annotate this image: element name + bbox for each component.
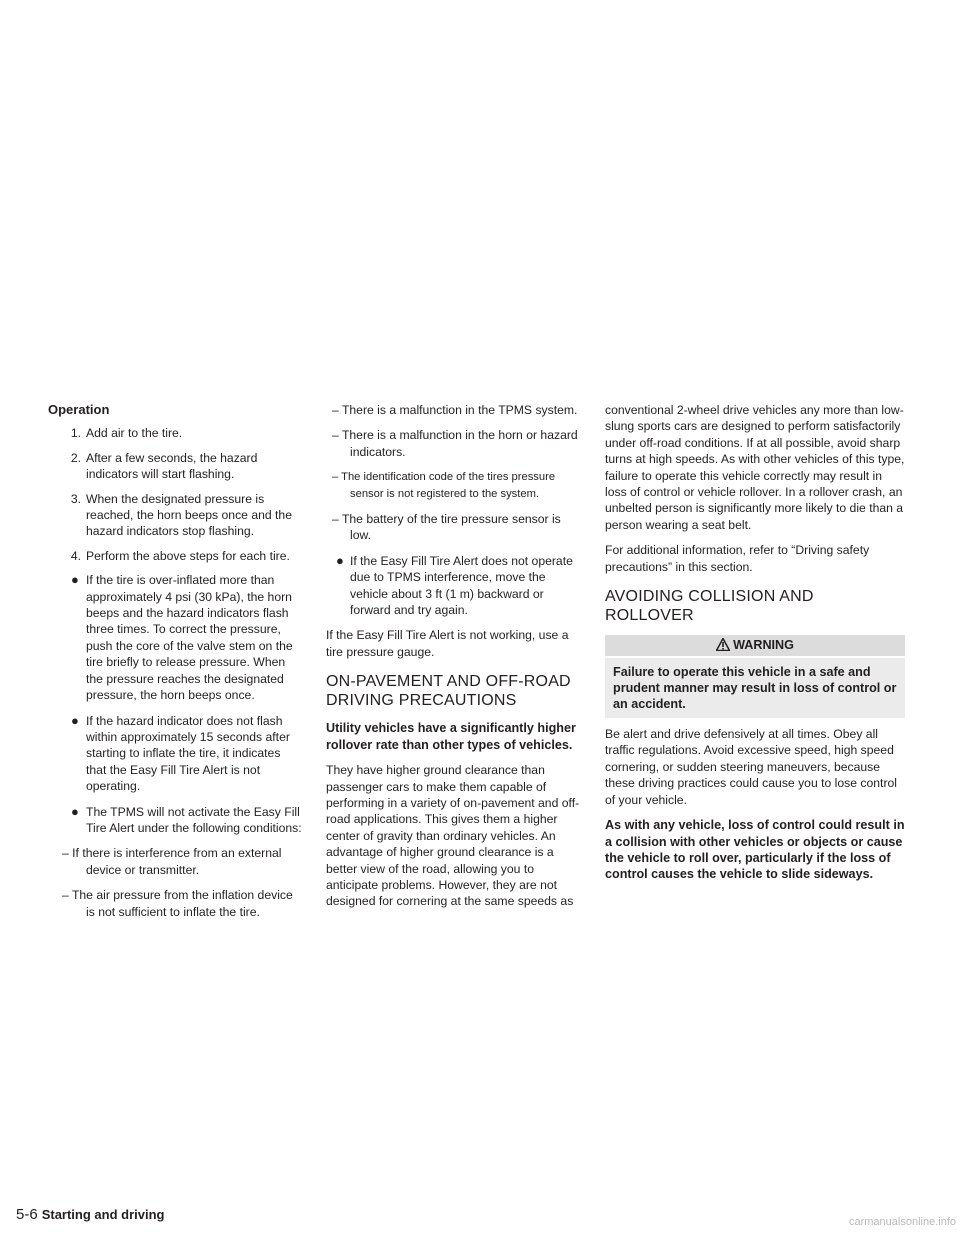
step-number: 4. (70, 548, 81, 563)
paragraph: Be alert and drive defensively at all times. Obey all traffic regulations. Avoid excessive speed, high speed cornering, or sudden steering maneuvers, because these driving practices could cause you to lose control of your vehicle. (605, 727, 897, 807)
bullet-item (48, 804, 304, 837)
bullet-text: If the tire is over-inflated more than approximately 4 psi (30 kPa), the horn beeps and the hazard indicators flash three times. To correct the pressure, push the core of the valve stem on the tire briefly to release pressure. When the pressure reaches the designated pressure, the horn beeps once. (86, 573, 293, 703)
step-4 (48, 548, 304, 564)
column-1 (48, 402, 304, 929)
step-text: Add air to the tire. (86, 426, 183, 441)
step-text: After a few seconds, the hazard indicators will start flashing. (86, 450, 258, 482)
section-heading-operation: Operation (48, 402, 110, 417)
heading-line: ON-PAVEMENT AND OFF-ROAD (326, 673, 571, 691)
section-heading-avoiding-collision (605, 587, 905, 625)
watermark: carmanualsonline.info (848, 1216, 956, 1228)
heading-line: ROLLOVER (605, 607, 694, 625)
bullet-item (326, 553, 584, 619)
dash-item: – If there is interference from an external device or transmitter. (62, 846, 282, 877)
step-text: When the designated pressure is reached, the horn beeps once and the hazard indicators stop flashing. (86, 491, 292, 539)
dash-item: – There is a malfunction in the TPMS system. (332, 403, 578, 417)
bullet-icon: ● (71, 712, 79, 728)
bullet-icon: ● (336, 552, 344, 568)
step-1 (48, 425, 304, 441)
paragraph: They have higher ground clearance than passenger cars to make them capable of performing in a variety of on-pavement and off-road applications. This gives them a higher center of gravity than ordinary vehicles. An advantage of higher ground clearance is a better view of the road, allowing you to anticipate problems. However, they are not designed for cornering at the same speeds as (326, 763, 580, 909)
dash-item: – There is a malfunction in the horn or hazard indicators. (332, 428, 578, 459)
bullet-text: If the Easy Fill Tire Alert does not operate due to TPMS interference, move the vehicle about 3 ft (1 m) backward or forward and try again. (350, 553, 573, 618)
bold-paragraph: Utility vehicles have a significantly higher rollover rate than other types of vehicles. (326, 721, 576, 752)
page-number: 5-6 (16, 1206, 38, 1223)
step-number: 1. (70, 426, 81, 441)
step-3 (48, 491, 304, 540)
dash-item: – The identification code of the tires pressure sensor is not registered to the system. (332, 471, 556, 500)
bold-paragraph: As with any vehicle, loss of control could result in a collision with other vehicles or objects or cause the vehicle to roll over, particularly if the loss of control causes the vehicle to slide sideways. (605, 818, 905, 882)
paragraph: For additional information, refer to “Driving safety precautions” in this section. (605, 543, 870, 574)
bullet-item (48, 572, 304, 703)
warning-icon (716, 638, 730, 651)
column-3 (605, 402, 905, 892)
warning-title: WARNING (733, 638, 794, 653)
warning-header (605, 635, 905, 656)
column-2 (326, 402, 584, 919)
bullet-text: If the hazard indicator does not flash within approximately 15 seconds after starting to inflate the tire, it indicates that the Easy Fill Tire Alert is not operating. (86, 713, 290, 794)
bullet-icon: ● (71, 572, 79, 588)
page-footer (16, 1206, 164, 1223)
paragraph: If the Easy Fill Tire Alert is not working, use a tire pressure gauge. (326, 628, 569, 659)
dash-item: – The battery of the tire pressure sensor is low. (332, 512, 561, 543)
paragraph: conventional 2-wheel drive vehicles any more than low-slung sports cars are designed to perform satisfactorily under off-road conditions. If at all possible, avoid sharp turns at high speeds. As with other vehicles of this type, failure to operate this vehicle correctly may result in loss of control or vehicle rollover. In a rollover crash, an unbelted person is significantly more likely to die than a person wearing a seat belt. (605, 403, 905, 532)
warning-body: Failure to operate this vehicle in a safe and prudent manner may result in loss of control or an accident. (605, 658, 905, 718)
bullet-text: The TPMS will not activate the Easy Fill Tire Alert under the following conditions: (86, 804, 302, 835)
bullet-item (48, 713, 304, 795)
step-text: Perform the above steps for each tire. (86, 548, 290, 563)
heading-line: AVOIDING COLLISION AND (605, 588, 814, 606)
step-number: 3. (70, 491, 81, 506)
heading-line: DRIVING PRECAUTIONS (326, 692, 517, 710)
bullet-icon: ● (71, 803, 79, 819)
section-title: Starting and driving (41, 1207, 165, 1222)
section-heading-on-pavement (326, 672, 584, 710)
step-2 (48, 450, 304, 483)
step-number: 2. (70, 450, 81, 465)
dash-item: – The air pressure from the inflation device is not sufficient to inflate the tire. (62, 888, 293, 919)
